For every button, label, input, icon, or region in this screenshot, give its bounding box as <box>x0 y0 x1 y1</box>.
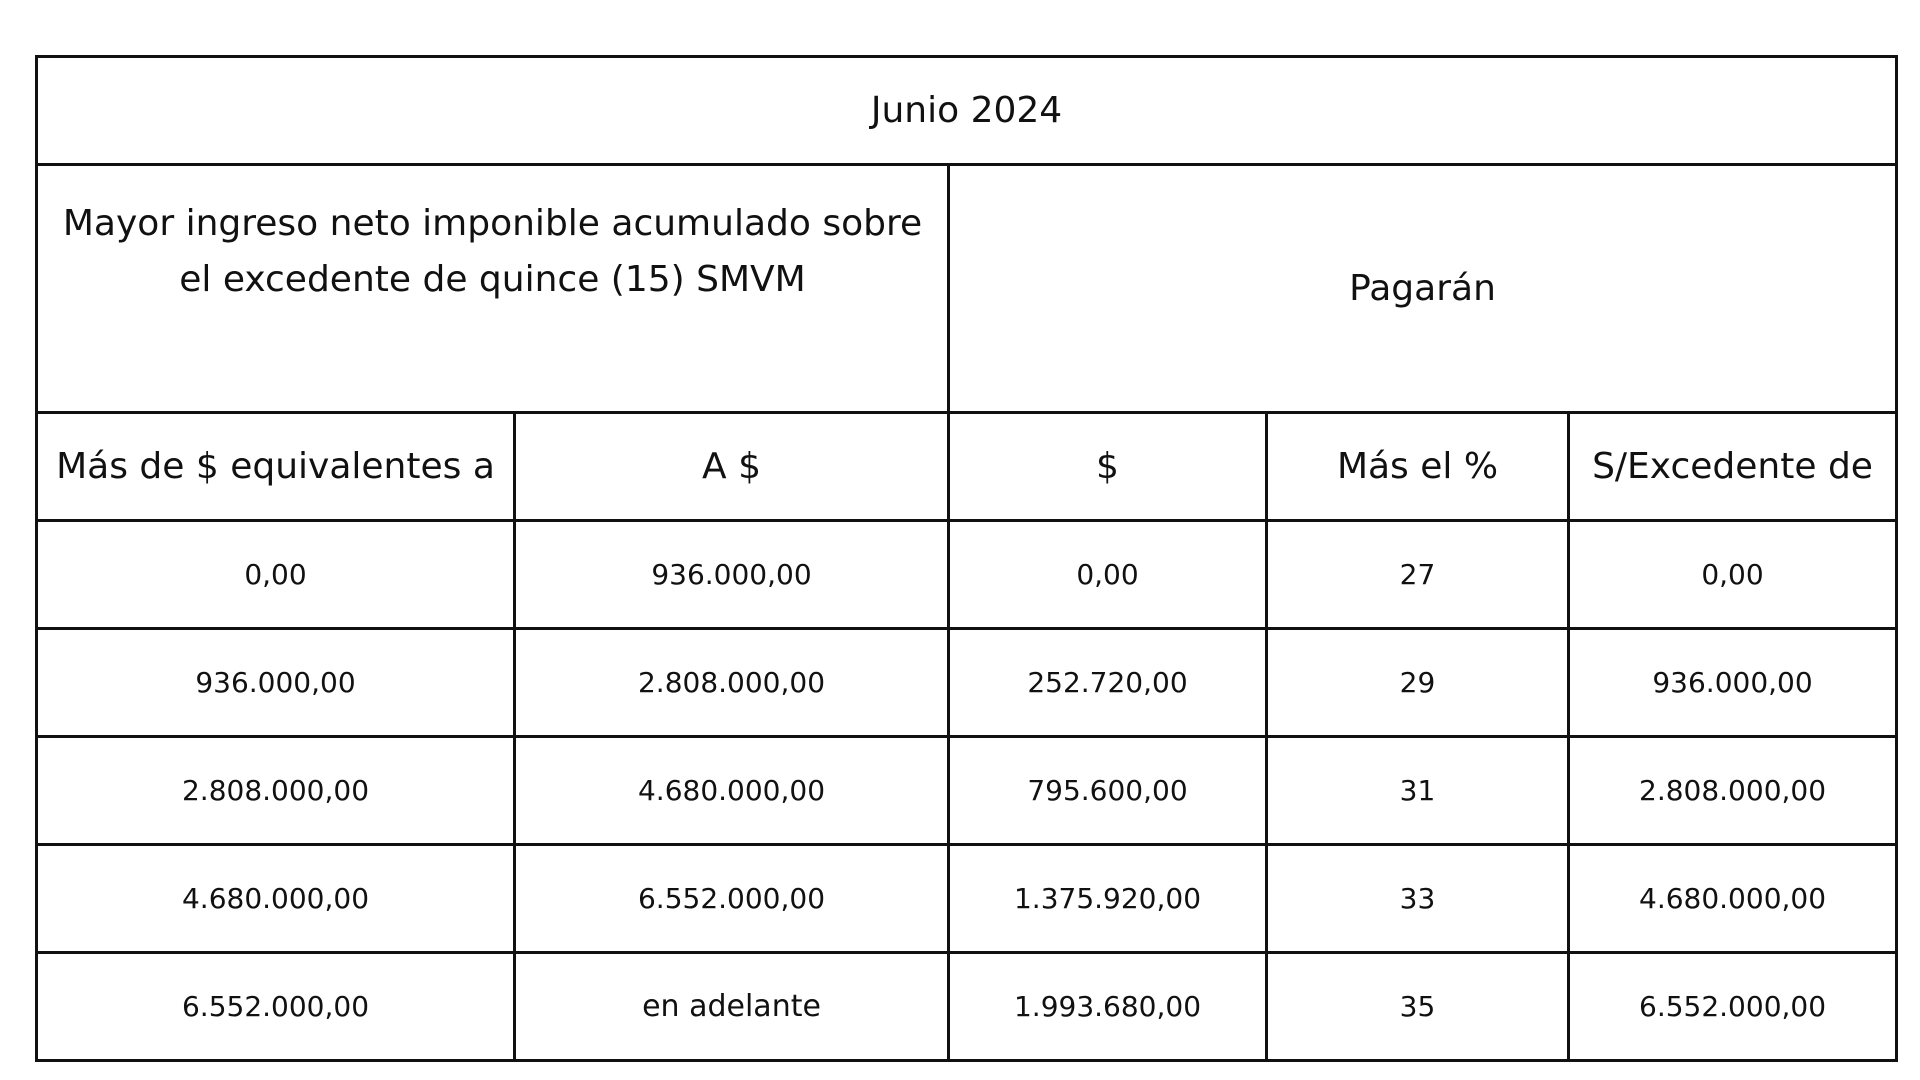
column-header-percent: Más el % <box>1267 413 1569 521</box>
cell-excess: 2.808.000,00 <box>1569 737 1897 845</box>
cell-from: 2.808.000,00 <box>37 737 515 845</box>
table-row <box>37 953 1897 1061</box>
cell-fixed-amount: 1.375.920,00 <box>949 845 1267 953</box>
cell-percent: 29 <box>1267 629 1569 737</box>
column-header-to: A $ <box>515 413 949 521</box>
table-row <box>37 629 1897 737</box>
cell-to: 936.000,00 <box>515 521 949 629</box>
table-row <box>37 521 1897 629</box>
table-row <box>37 737 1897 845</box>
cell-percent: 27 <box>1267 521 1569 629</box>
cell-excess: 936.000,00 <box>1569 629 1897 737</box>
cell-fixed-amount: 252.720,00 <box>949 629 1267 737</box>
table-row <box>37 845 1897 953</box>
column-header-row <box>37 413 1897 521</box>
cell-from: 6.552.000,00 <box>37 953 515 1061</box>
table-title: Junio 2024 <box>37 57 1897 165</box>
cell-excess: 0,00 <box>1569 521 1897 629</box>
cell-percent: 33 <box>1267 845 1569 953</box>
cell-fixed-amount: 0,00 <box>949 521 1267 629</box>
payment-group-header: Pagarán <box>949 165 1897 413</box>
group-header-row <box>37 165 1897 413</box>
cell-from: 936.000,00 <box>37 629 515 737</box>
income-range-group-header <box>37 165 949 413</box>
column-header-excess: S/Excedente de <box>1569 413 1897 521</box>
cell-percent: 31 <box>1267 737 1569 845</box>
income-range-group-label: Mayor ingreso neto imponible acumulado sobre el excedente de quince (15) SMVM <box>62 203 923 300</box>
cell-fixed-amount: 795.600,00 <box>949 737 1267 845</box>
column-header-fixed-amount: $ <box>949 413 1267 521</box>
title-row <box>37 57 1897 165</box>
cell-to: 6.552.000,00 <box>515 845 949 953</box>
column-header-from: Más de $ equivalentes a <box>37 413 515 521</box>
cell-to: 2.808.000,00 <box>515 629 949 737</box>
cell-excess: 4.680.000,00 <box>1569 845 1897 953</box>
cell-percent: 35 <box>1267 953 1569 1061</box>
cell-excess: 6.552.000,00 <box>1569 953 1897 1061</box>
cell-to: 4.680.000,00 <box>515 737 949 845</box>
tax-bracket-table <box>35 55 1898 1062</box>
cell-fixed-amount: 1.993.680,00 <box>949 953 1267 1061</box>
cell-from: 4.680.000,00 <box>37 845 515 953</box>
cell-to: en adelante <box>515 953 949 1061</box>
cell-from: 0,00 <box>37 521 515 629</box>
